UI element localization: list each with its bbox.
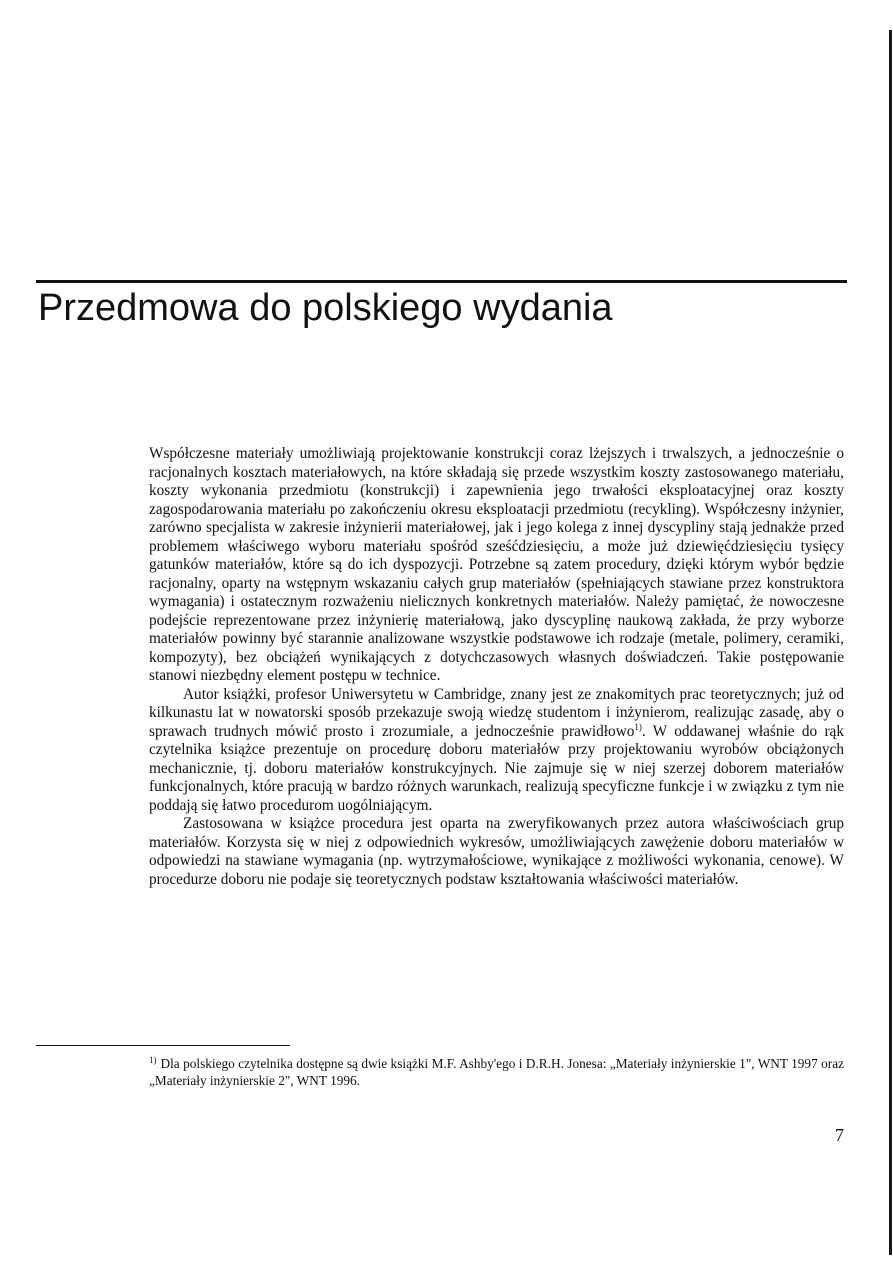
footnote-reference: 1) — [634, 721, 642, 732]
paragraph-3: Zastosowana w książce procedura jest oparta na zweryfikowanych przez autora właściwościach grup materiałów. Korzysta się w niej z odpowiednich wykresów, umożliwiających zawężenie doboru materiałów w odpowiedzi na stawiane wymagania (np. wytrzymałościowe, wynikające z możliwości wykonania, cenowe). W procedurze doboru nie podaje się teoretycznych podstaw kształtowania właściwości materiałów. — [149, 815, 844, 888]
paragraph-2 — [149, 686, 844, 816]
paragraph-2-text-after: . W oddawanej właśnie do rąk czytelnika książce prezentuje on procedurę doboru materiałów przy projektowaniu wyrobów obciążonych mechanicznie, tj. doboru materiałów konstrukcyjnych. Nie zajmuje się w niej szerzej doborem materiałów funkcjonalnych, które pracują w bardzo różnych warunkach, realizują specyficzne funkcje i w związku z tym nie poddają się łatwo procedurom uogólniającym. — [149, 722, 844, 814]
footnote-rule — [36, 1045, 290, 1046]
paragraph-2-text-before: Autor książki, profesor Uniwersytetu w Cambridge, znany jest ze znakomitych prac teoretycznych; już od kilkunastu lat w nowatorski sposób przekazuje swoją wiedzę studentom i inżynierom, realizując zasadę, aby o sprawach trudnych mówić prosto i zrozumiale, a jednocześnie prawidłowo — [149, 685, 844, 740]
paragraph-1: Współczesne materiały umożliwiają projektowanie konstrukcji coraz lżejszych i trwalszych, a jednocześnie o racjonalnych kosztach materiałowych, na które składają się przede wszystkim koszty zastosowanego materiału, koszty wykonania przedmiotu (konstrukcji) i zapewnienia jego trwałości eksploatacyjnej oraz koszty zagospodarowania materiału po zakończeniu okresu eksploatacji przedmiotu (recykling). Współczesny inżynier, zarówno specjalista w zakresie inżynierii materiałowej, jak i jego kolega z innej dyscypliny stają jednakże przed problemem właściwego wyboru materiału spośród sześćdziesięciu, a może już dziewięćdziesięciu tysięcy gatunków materiałów, które są do ich dyspozycji. Potrzebne są zatem procedury, dzięki którym wybór będzie racjonalny, oparty na wstępnym wskazaniu całych grup materiałów (spełniających stawiane przez konstruktora wymagania) i ostatecznym rozważeniu nielicznych konkretnych materiałów. Należy pamiętać, że nowoczesne podejście reprezentowane przez inżynierię materiałową, jako dyscyplinę naukową zakłada, że przy wyborze materiałów powinny być starannie analizowane wszystkie podstawowe ich rodzaje (metale, polimery, ceramiki, kompozyty), bez obciążeń wynikających z dotychczasowych własnych doświadczeń. Takie postępowanie stanowi niezbędny element postępu w technice. — [149, 445, 844, 684]
footnote — [149, 1055, 844, 1089]
chapter-title: Przedmowa do polskiego wydania — [38, 287, 613, 329]
body-text — [149, 445, 844, 889]
page-number: 7 — [835, 1125, 844, 1145]
footnote-mark: 1) — [149, 1054, 157, 1065]
scan-border-line — [889, 30, 892, 1255]
footnote-text: Dla polskiego czytelnika dostępne są dwie książki M.F. Ashby'ego i D.R.H. Jonesa: „Materiały inżynierskie 1", WNT 1997 oraz „Materiały inżynierskie 2", WNT 1996. — [149, 1056, 844, 1088]
